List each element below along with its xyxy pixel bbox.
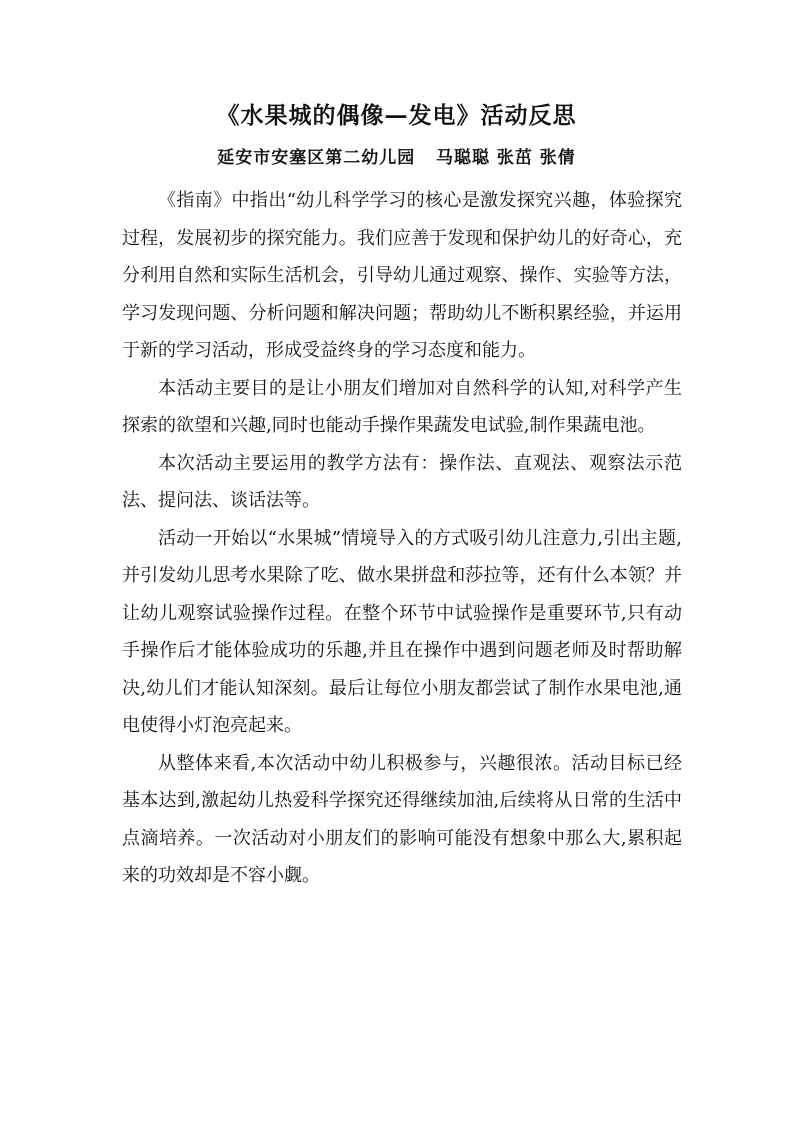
paragraph-guideline: 《指南》中指出“幼儿科学学习的核心是激发探究兴趣，体验探究过程，发展初步的探究能力。我们应善于发现和保护幼儿的好奇心，充分利用自然和实际生活机会，引导幼儿通过观察、操作、实验等方法，学习发现问题、分析问题和解决问题；帮助幼儿不断积累经验，并运用于新的学习活动，形成受益终身的学习态度和能力。: [122, 190, 682, 361]
paragraph-summary: 从整体来看,本次活动中幼儿积极参与，兴趣很浓。活动目标已经基本达到,激起幼儿热爱科学探究还得继续加油,后续将从日常的生活中点滴培养。一次活动对小朋友们的影响可能没有想象中那么大,累积起来的功效却是不容小觑。: [122, 752, 682, 886]
author-line: 延安市安塞区第二幼儿园 马聪聪 张茁 张倩: [217, 148, 576, 168]
paragraph-process: 活动一开始以“水果城”情境导入的方式吸引幼儿注意力,引出主题,并引发幼儿思考水果除了吃、做水果拼盘和莎拉等，还有什么本领？并让幼儿观察试验操作过程。在整个环节中试验操作是重要环节,只有动手操作后才能体验成功的乐趣,并且在操作中遇到问题老师及时帮助解决,幼儿们才能认知深刻。最后让每位小朋友都尝试了制作水果电池,通电使得小灯泡亮起来。: [122, 527, 682, 736]
paragraph-methods: 本次活动主要运用的教学方法有：操作法、直观法、观察法示范法、提问法、谈话法等。: [122, 452, 682, 511]
paragraph-purpose: 本活动主要目的是让小朋友们增加对自然科学的认知,对科学产生探索的欲望和兴趣,同时也能动手操作果蔬发电试验,制作果蔬电池。: [122, 377, 682, 436]
document-body: [122, 182, 682, 895]
document-title: 《水果城的偶像—发电》活动反思: [216, 102, 577, 129]
